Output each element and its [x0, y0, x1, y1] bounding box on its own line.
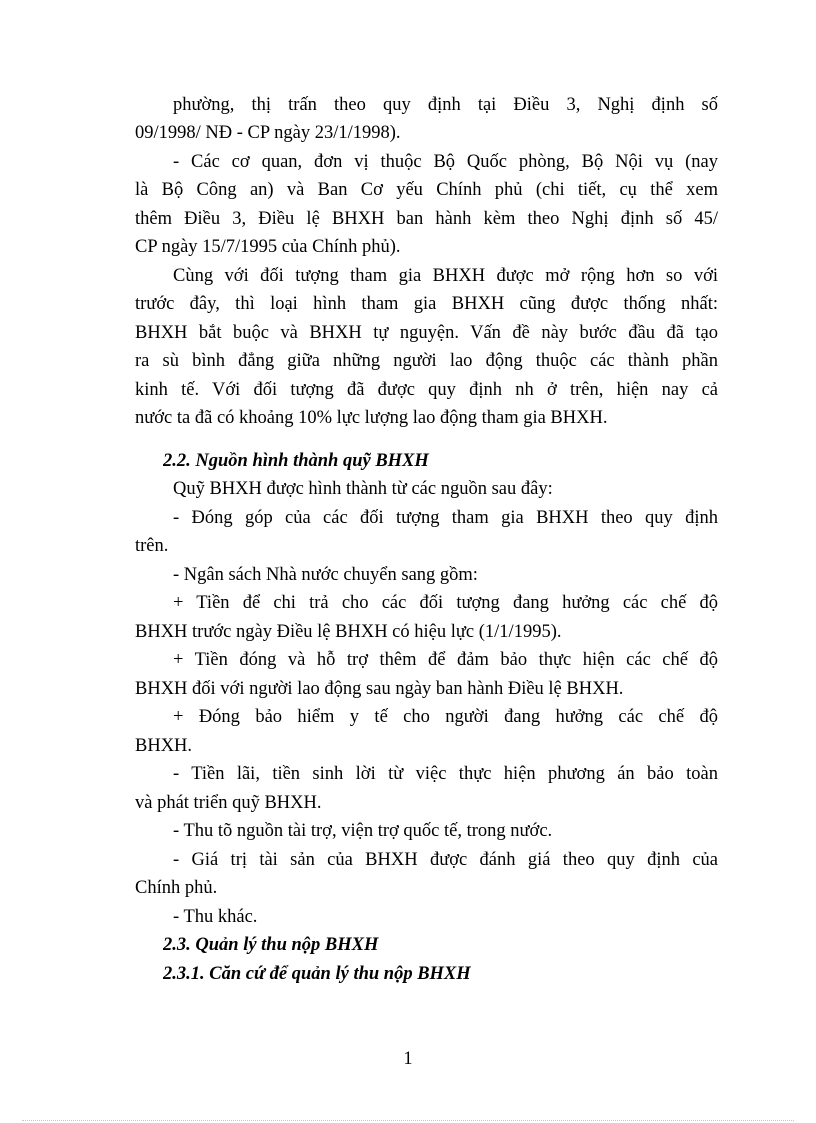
- page-bottom-divider: [22, 1120, 794, 1121]
- paragraph-line: kinh tế. Với đối tượng đã được quy định nh ở trên, hiện nay cả: [135, 380, 718, 400]
- paragraph-line: - Các cơ quan, đơn vị thuộc Bộ Quốc phòng, Bộ Nội vụ (nay: [173, 152, 718, 172]
- paragraph-line: và phát triển quỹ BHXH.: [135, 793, 322, 813]
- paragraph-line: BHXH trước ngày Điều lệ BHXH có hiệu lực (1/1/1995).: [135, 622, 562, 642]
- paragraph-line: + Tiền để chi trả cho các đối tượng đang hưởng các chế độ: [173, 593, 718, 613]
- paragraph-line: - Thu tõ nguồn tài trợ, viện trợ quốc tế, trong nước.: [173, 821, 553, 841]
- section-heading: 2.3. Quản lý thu nộp BHXH: [163, 935, 379, 955]
- paragraph-line: BHXH.: [135, 736, 193, 756]
- paragraph-line: CP ngày 15/7/1995 của Chính phủ).: [135, 237, 401, 257]
- paragraph-line: BHXH đối với người lao động sau ngày ban hành Điều lệ BHXH.: [135, 679, 624, 699]
- paragraph-line: BHXH bắt buộc và BHXH tự nguyện. Vấn đề này bước đầu đã tạo: [135, 323, 718, 343]
- paragraph-line: + Đóng bảo hiểm y tế cho người đang hưởng các chế độ: [173, 707, 718, 727]
- paragraph-line: nước ta đã có khoảng 10% lực lượng lao động tham gia BHXH.: [135, 408, 608, 428]
- paragraph-line: Cùng với đối tượng tham gia BHXH được mở rộng hơn so với: [173, 266, 718, 286]
- paragraph-line: là Bộ Công an) và Ban Cơ yếu Chính phủ (chi tiết, cụ thể xem: [135, 180, 718, 200]
- paragraph-line: ra sù bình đẳng giữa những người lao động thuộc các thành phần: [135, 351, 718, 371]
- paragraph-line: Chính phủ.: [135, 878, 218, 898]
- paragraph-line: - Giá trị tài sản của BHXH được đánh giá theo quy định của: [173, 850, 718, 870]
- paragraph-line: thêm Điều 3, Điều lệ BHXH ban hành kèm theo Nghị định số 45/: [135, 209, 718, 229]
- paragraph-line: - Tiền lãi, tiền sinh lời từ việc thực hiện phương án bảo toàn: [173, 764, 718, 784]
- paragraph-line: - Thu khác.: [173, 907, 258, 927]
- paragraph-line: trước đây, thì loại hình tham gia BHXH cũng được thống nhất:: [135, 294, 718, 314]
- section-heading: 2.2. Nguồn hình thành quỹ BHXH: [163, 451, 429, 471]
- paragraph-line: Quỹ BHXH được hình thành từ các nguồn sau đây:: [173, 479, 553, 499]
- paragraph-line: 09/1998/ NĐ - CP ngày 23/1/1998).: [135, 123, 401, 143]
- paragraph-line: - Đóng góp của các đối tượng tham gia BHXH theo quy định: [173, 508, 718, 528]
- paragraph-line: trên.: [135, 536, 169, 556]
- paragraph-line: phường, thị trấn theo quy định tại Điều 3, Nghị định số: [173, 95, 718, 115]
- subsection-heading: 2.3.1. Căn cứ để quản lý thu nộp BHXH: [163, 964, 471, 984]
- page-number: 1: [403, 1049, 413, 1069]
- paragraph-line: + Tiền đóng và hỗ trợ thêm để đảm bảo thực hiện các chế độ: [173, 650, 718, 670]
- paragraph-line: - Ngân sách Nhà nước chuyển sang gồm:: [173, 565, 478, 585]
